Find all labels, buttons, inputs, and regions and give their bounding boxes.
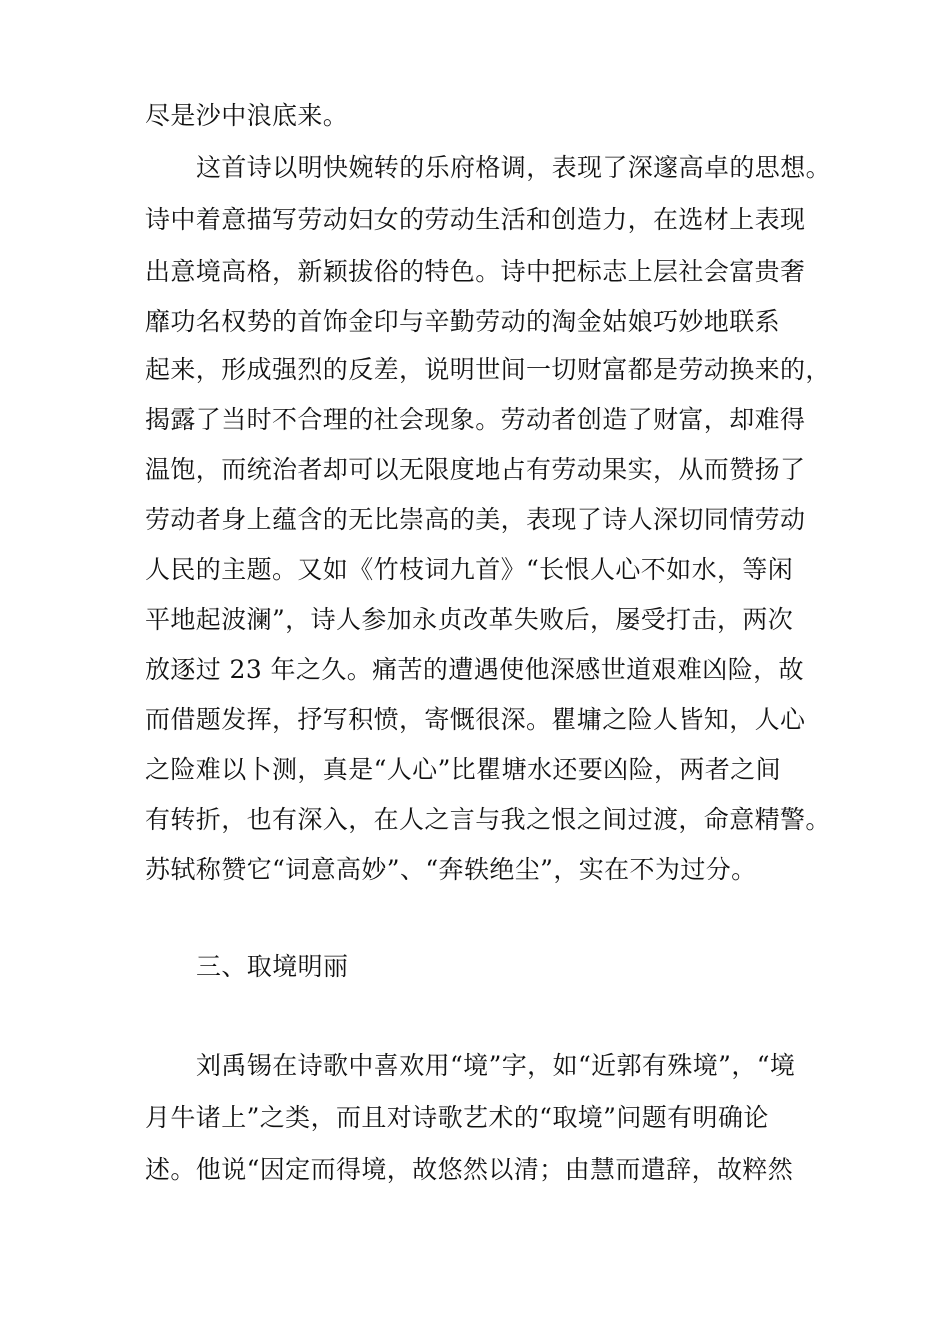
paragraph-line: 靡功名权势的首饰金印与辛勤劳动的淘金姑娘巧妙地联系: [145, 307, 781, 336]
paragraph-line: 起来，形成强烈的反差，说明世间一切财富都是劳动换来的，: [145, 355, 831, 384]
paragraph-line: 尽是沙中浪底来。: [145, 101, 349, 130]
section-heading: 三、取境明丽: [196, 952, 349, 981]
paragraph-line: 之险难以卜测，真是“人心”比瞿塘水还要凶险，两者之间: [145, 755, 781, 784]
paragraph-line: 述。他说“因定而得境，故悠然以清；由慧而遣辞，故粹然: [145, 1155, 794, 1184]
paragraph-line: 这首诗以明快婉转的乐府格调，表现了深邃高卓的思想。: [196, 153, 832, 182]
paragraph-line: 揭露了当时不合理的社会现象。劳动者创造了财富，却难得: [145, 405, 806, 434]
paragraph-line: 出意境高格，新颖拔俗的特色。诗中把标志上层社会富贵奢: [145, 257, 806, 286]
paragraph-line: 放逐过 23 年之久。痛苦的遭遇使他深感世道艰难凶险，故: [145, 655, 804, 684]
paragraph-line: 诗中着意描写劳动妇女的劳动生活和创造力，在选材上表现: [145, 205, 806, 234]
paragraph-line: 刘禹锡在诗歌中喜欢用“境”字，如“近郭有殊境”，“境: [196, 1051, 796, 1080]
paragraph-line: 而借题发挥，抒写积愤，寄慨很深。瞿墉之险人皆知，人心: [145, 705, 806, 734]
paragraph-line: 平地起波澜”，诗人参加永贞改革失败后，屡受打击，两次: [145, 605, 794, 634]
paragraph-line: 苏轼称赞它“词意高妙”、“奔轶绝尘”，实在不为过分。: [145, 855, 757, 884]
paragraph-line: 有转折，也有深入，在人之言与我之恨之间过渡，命意精警。: [145, 805, 831, 834]
paragraph-line: 人民的主题。又如《竹枝词九首》“长恨人心不如水，等闲: [145, 555, 794, 584]
paragraph-line: 月牛诸上”之类，而且对诗歌艺术的“取境”问题有明确论: [145, 1103, 769, 1132]
paragraph-line: 劳动者身上蕴含的无比崇高的美，表现了诗人深切同情劳动: [145, 505, 806, 534]
paragraph-line: 温饱，而统治者却可以无限度地占有劳动果实，从而赞扬了: [145, 455, 806, 484]
